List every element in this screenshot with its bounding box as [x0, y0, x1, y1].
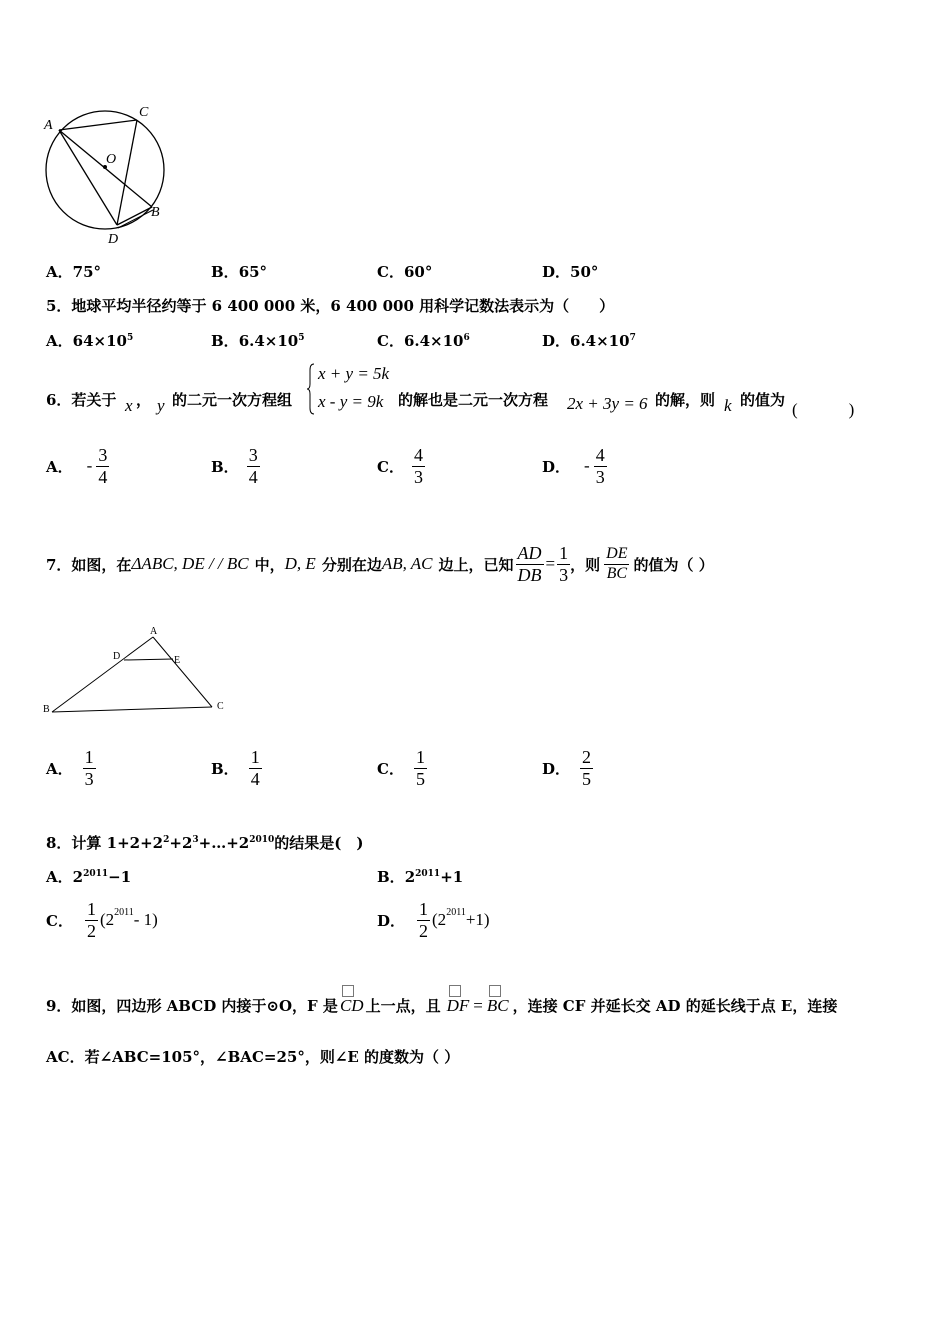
- option-label: A．: [46, 759, 73, 778]
- option-value: 75°: [72, 263, 102, 281]
- numerator: 3: [248, 445, 258, 465]
- q8-t3: +…+2: [198, 834, 250, 852]
- numerator: 1: [250, 747, 260, 767]
- q6-t4: 的解，则: [655, 391, 716, 409]
- q7-m2: D, E: [284, 554, 316, 573]
- option-open: (2: [99, 910, 115, 930]
- label-c: C: [139, 105, 149, 120]
- q7-line: [46, 528, 714, 600]
- q4-option-a[interactable]: [46, 261, 101, 282]
- segment-db: [117, 207, 152, 225]
- denominator: 4: [98, 466, 108, 487]
- option-tail: −1: [108, 868, 132, 886]
- q7-option-c[interactable]: [377, 747, 427, 789]
- option-label: B．: [211, 759, 239, 778]
- q7-fraction-de-bc: [604, 545, 629, 583]
- option-exp: 6: [463, 333, 470, 343]
- option-label: C．: [377, 263, 404, 281]
- q7-t6: 的值为（ ）: [633, 555, 714, 574]
- q7-t3: 分别在边: [321, 555, 382, 574]
- q6-eq1: x + y = 5k: [318, 364, 390, 383]
- q7-t4: 边上，已知: [438, 555, 514, 574]
- q9-arc-bc: [487, 996, 509, 1016]
- q9-t1: 9．如图，四边形 ABCD 内接于⊙O，F 是: [46, 997, 338, 1015]
- denominator: 5: [582, 768, 592, 789]
- option-fraction: [83, 747, 96, 789]
- segment-db-2: [118, 210, 153, 228]
- option-sign: -: [584, 456, 590, 476]
- option-label: A．: [46, 457, 73, 476]
- denominator: BC: [606, 564, 628, 582]
- option-label: C．: [377, 332, 404, 350]
- q9-arc-cd: [340, 996, 364, 1016]
- denominator: 3: [595, 466, 605, 487]
- q4-option-c[interactable]: [377, 261, 432, 282]
- q7-fraction-1-3: [557, 543, 570, 585]
- label-b: B: [43, 704, 50, 715]
- option-label: D．: [542, 332, 571, 350]
- option-fraction: [594, 445, 607, 487]
- denominator: 5: [415, 768, 425, 789]
- option-label: D．: [542, 457, 571, 476]
- q8-e2: 3: [192, 835, 199, 845]
- option-label: B．: [211, 332, 239, 350]
- q6-eq2: x - y = 9k: [318, 392, 384, 411]
- label-o: O: [106, 152, 117, 167]
- denominator: 2: [86, 920, 96, 941]
- q6-t2: 的二元一次方程组: [172, 391, 293, 409]
- label-d: D: [113, 651, 121, 662]
- option-base: 64×10: [72, 332, 127, 350]
- q7-option-a[interactable]: [46, 747, 96, 789]
- option-label: B．: [377, 868, 405, 886]
- arc-mark-icon: [342, 985, 354, 997]
- option-label: B．: [211, 457, 239, 476]
- q7-m3: AB, AC: [381, 554, 433, 573]
- denominator: DB: [517, 564, 542, 585]
- numerator: AD: [517, 542, 542, 563]
- q8-option-b[interactable]: [377, 866, 463, 887]
- option-exp: 2011: [114, 907, 134, 918]
- option-exp: 7: [629, 333, 636, 343]
- q6-t5: 的值为: [740, 391, 786, 409]
- option-label: D．: [542, 263, 571, 281]
- arc-mark-icon: [489, 985, 501, 997]
- q7-m1: ΔABC, DE / / BC: [131, 554, 249, 573]
- option-exp: 5: [298, 333, 305, 343]
- q5-text: 5．地球平均半径约等于 6 400 000 米，6 400 000 用科学记数法表示为（ ）: [46, 297, 615, 315]
- q6-comma: ，: [136, 391, 152, 409]
- option-label: D．: [542, 759, 571, 778]
- label-a: A: [150, 626, 158, 637]
- option-fraction: [85, 899, 98, 941]
- q8-option-d[interactable]: [377, 899, 490, 941]
- option-fraction: [417, 899, 430, 941]
- q7-t1: 7．如图，在: [46, 555, 132, 574]
- numerator: 1: [86, 899, 96, 919]
- q5-option-c[interactable]: [377, 330, 470, 351]
- denominator: 4: [248, 466, 258, 487]
- q7-t5: ，则: [570, 555, 601, 574]
- numerator: 1: [84, 747, 94, 767]
- numerator: 1: [559, 542, 569, 563]
- option-fraction: [580, 747, 593, 789]
- arc-label: CD: [339, 996, 364, 1015]
- q5-option-d[interactable]: [542, 330, 636, 351]
- q9-equals: =: [473, 996, 483, 1015]
- segment-ad: [59, 130, 117, 225]
- option-label: C．: [377, 759, 404, 778]
- segment-de: [124, 659, 173, 660]
- q9-arc-df: [447, 996, 470, 1016]
- option-label: C．: [377, 457, 404, 476]
- arc-label: BC: [486, 996, 509, 1015]
- numerator: DE: [604, 545, 629, 564]
- q6-eq3: 2x + 3y = 6: [567, 394, 648, 413]
- numerator: 3: [98, 445, 108, 465]
- label-b: B: [151, 205, 160, 220]
- option-exp: 2011: [446, 907, 466, 918]
- denominator: 3: [84, 768, 94, 789]
- circle-figure: [38, 100, 173, 248]
- q4-option-b[interactable]: [211, 261, 267, 282]
- segment-ab: [52, 637, 153, 712]
- option-label: D．: [377, 911, 406, 930]
- option-sign: -: [86, 456, 93, 476]
- option-base: 6.4×10: [570, 332, 630, 350]
- option-exp: 2011: [83, 869, 109, 879]
- q4-option-d[interactable]: [542, 261, 598, 282]
- q7-option-d[interactable]: [542, 747, 593, 789]
- option-exp: 2011: [415, 869, 441, 879]
- q6-t1: 6．若关于: [46, 391, 117, 409]
- q6-option-b[interactable]: [211, 445, 260, 487]
- label-d: D: [108, 232, 119, 247]
- q8-t1: 8．计算 1+2+2: [46, 834, 164, 852]
- q8-option-a[interactable]: [46, 866, 131, 887]
- q8-t4: 的结果是( ): [274, 834, 364, 852]
- q8-text: [46, 832, 364, 853]
- option-fraction: [247, 445, 260, 487]
- q6-option-d[interactable]: [542, 445, 607, 487]
- option-value: 50°: [570, 263, 599, 281]
- segment-cd: [117, 120, 137, 225]
- q6-option-a[interactable]: [46, 445, 109, 487]
- numerator: 4: [595, 445, 605, 465]
- option-tail: - 1): [133, 910, 158, 930]
- circle-o: [46, 111, 164, 229]
- denominator: 3: [559, 564, 569, 585]
- numerator: 4: [413, 445, 423, 465]
- q7-fraction-ad-db: [516, 543, 544, 585]
- q9-line2: AC．若∠ABC=105°，∠BAC=25°，则∠E 的度数为（ ）: [46, 1048, 460, 1066]
- q6-brace: [306, 362, 316, 416]
- option-fraction: [96, 445, 109, 487]
- segment-bc: [52, 707, 212, 712]
- q8-t2: +2: [169, 834, 193, 852]
- q6-var-k: k: [724, 396, 732, 415]
- q7-t2: 中，: [254, 555, 285, 574]
- numerator: 2: [582, 747, 592, 767]
- q5-option-b[interactable]: [211, 330, 305, 351]
- label-c: C: [217, 701, 224, 712]
- denominator: 4: [250, 768, 260, 789]
- q6-var-x: x: [125, 396, 133, 415]
- q9-t2: 上一点，且: [365, 997, 441, 1015]
- label-e: E: [174, 655, 181, 666]
- option-fraction: [412, 445, 425, 487]
- option-label: B．: [211, 263, 239, 281]
- q9-t3: ，连接 CF 并延长交 AD 的延长线于点 E，连接: [512, 997, 838, 1015]
- option-base: 2: [72, 868, 84, 886]
- option-fraction: [414, 747, 427, 789]
- option-value: 65°: [238, 263, 268, 281]
- option-label: A．: [46, 263, 73, 281]
- arc-label: DF: [446, 996, 470, 1015]
- denominator: 3: [413, 466, 423, 487]
- arc-mark-icon: [449, 985, 461, 997]
- label-a: A: [44, 118, 53, 133]
- denominator: 2: [419, 920, 429, 941]
- option-exp: 5: [126, 333, 134, 343]
- option-open: (2: [432, 910, 447, 930]
- q9-line1: [46, 984, 837, 1016]
- option-base: 6.4×10: [238, 332, 299, 350]
- numerator: 1: [419, 899, 429, 919]
- option-tail: +1: [440, 868, 464, 886]
- q6-paren: ( ): [792, 400, 855, 419]
- option-label: A．: [46, 868, 73, 886]
- q6-t3: 的解也是二元一次方程: [398, 391, 549, 409]
- option-value: 60°: [403, 263, 433, 281]
- q8-option-c[interactable]: [46, 899, 158, 941]
- numerator: 1: [415, 747, 425, 767]
- segment-ac: [153, 637, 212, 707]
- option-base: 6.4×10: [403, 332, 464, 350]
- option-label: A．: [46, 332, 73, 350]
- option-fraction: [249, 747, 262, 789]
- q8-e1: 2: [163, 835, 170, 845]
- triangle-figure: [40, 622, 235, 722]
- q7-option-b[interactable]: [211, 747, 262, 789]
- option-label: C．: [46, 911, 73, 930]
- q7-equals: =: [545, 554, 556, 573]
- option-base: 2: [404, 868, 416, 886]
- q5-option-a[interactable]: [46, 330, 133, 351]
- q8-e3: 2010: [249, 835, 275, 845]
- q6-option-c[interactable]: [377, 445, 425, 487]
- q6-var-y: y: [157, 396, 165, 415]
- option-tail: +1): [465, 910, 490, 930]
